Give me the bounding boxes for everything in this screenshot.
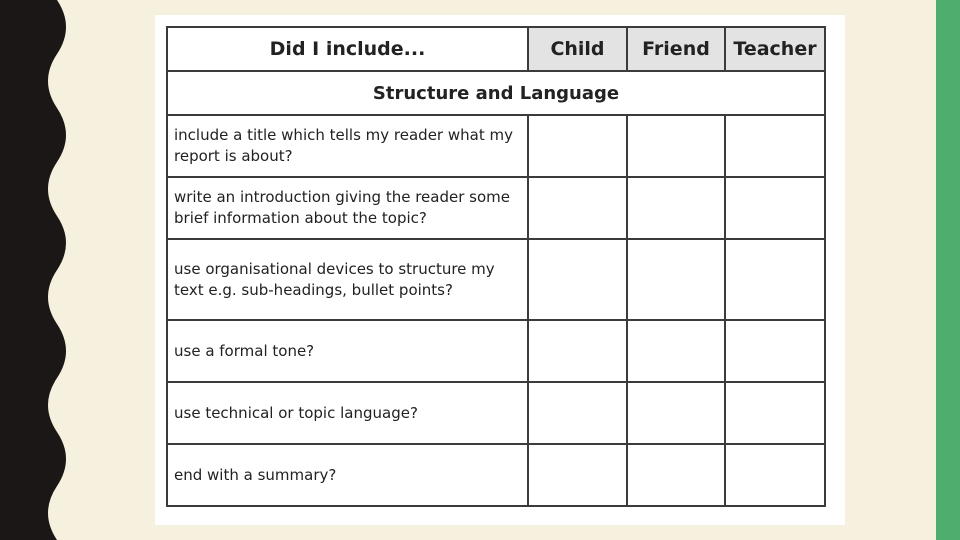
table-row: [167, 177, 825, 239]
friend-check-cell[interactable]: [627, 115, 725, 177]
child-check-cell[interactable]: [528, 239, 627, 320]
header-child: Child: [528, 27, 627, 71]
child-check-cell[interactable]: [528, 382, 627, 444]
friend-check-cell[interactable]: [627, 177, 725, 239]
section-title: Structure and Language: [167, 71, 825, 115]
friend-check-cell[interactable]: [627, 382, 725, 444]
table-row: [167, 382, 825, 444]
header-row: [167, 27, 825, 71]
table-row: [167, 444, 825, 506]
question-cell: write an introduction giving the reader some brief information about the topic?: [167, 177, 528, 239]
left-wavy-border: [0, 0, 80, 540]
teacher-check-cell[interactable]: [725, 444, 825, 506]
question-cell: use organisational devices to structure my text e.g. sub-headings, bullet points?: [167, 239, 528, 320]
teacher-check-cell[interactable]: [725, 177, 825, 239]
header-friend: Friend: [627, 27, 725, 71]
friend-check-cell[interactable]: [627, 320, 725, 382]
teacher-check-cell[interactable]: [725, 115, 825, 177]
checklist-table: [166, 26, 826, 507]
table-row: [167, 320, 825, 382]
table-row: [167, 239, 825, 320]
child-check-cell[interactable]: [528, 320, 627, 382]
child-check-cell[interactable]: [528, 115, 627, 177]
question-cell: include a title which tells my reader what my report is about?: [167, 115, 528, 177]
header-did-i-include: Did I include...: [167, 27, 528, 71]
child-check-cell[interactable]: [528, 177, 627, 239]
teacher-check-cell[interactable]: [725, 382, 825, 444]
section-row: [167, 71, 825, 115]
question-cell: use technical or topic language?: [167, 382, 528, 444]
friend-check-cell[interactable]: [627, 239, 725, 320]
teacher-check-cell[interactable]: [725, 320, 825, 382]
right-accent-bar: [936, 0, 960, 540]
teacher-check-cell[interactable]: [725, 239, 825, 320]
question-cell: use a formal tone?: [167, 320, 528, 382]
friend-check-cell[interactable]: [627, 444, 725, 506]
table-row: [167, 115, 825, 177]
child-check-cell[interactable]: [528, 444, 627, 506]
header-teacher: Teacher: [725, 27, 825, 71]
question-cell: end with a summary?: [167, 444, 528, 506]
